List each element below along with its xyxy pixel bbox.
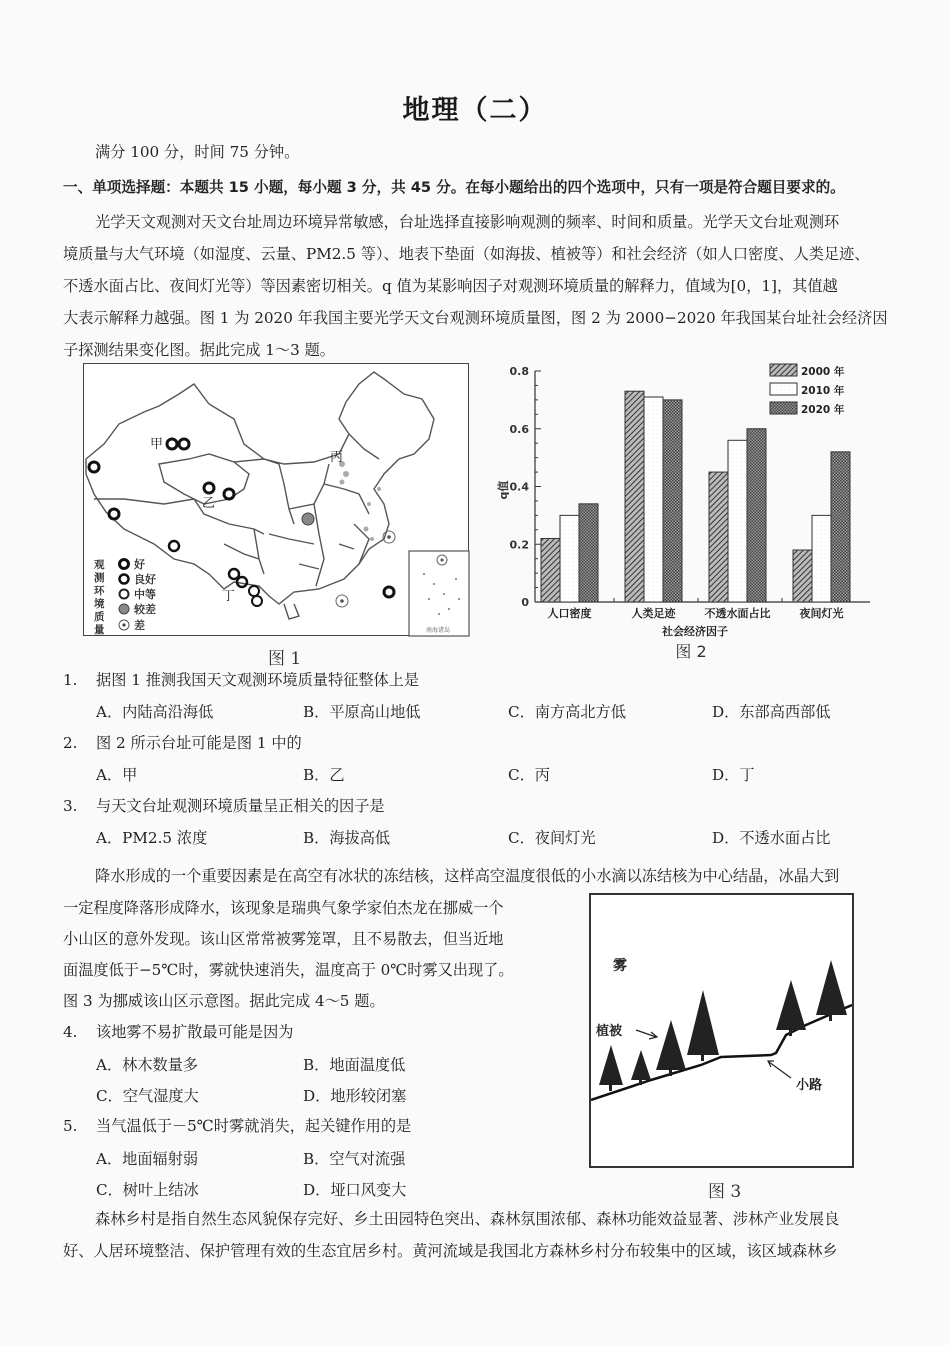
option-b[interactable]: B．海拔高低: [303, 829, 391, 847]
passage-line: 大表示解释力越强。图 1 为 2020 年我国主要光学天文台观测环境质量图，图 2 为 2000−2020 年我国某台址社会经济因: [63, 309, 888, 327]
figure-3-illustration: [589, 893, 854, 1168]
question-stem: 图 2 所示台址可能是图 1 中的: [96, 734, 302, 752]
option-d[interactable]: D．不透水面占比: [712, 829, 831, 847]
option-d[interactable]: D．地形较闭塞: [303, 1087, 407, 1105]
bar: [541, 538, 560, 602]
legend-label: 2020 年: [801, 404, 845, 416]
x-category-label: 夜间灯光: [799, 607, 844, 620]
passage-line: 不透水面占比、夜间灯光等）等因素密切相关。q 值为某影响因子对观测环境质量的解释力，值域为[0，1]，其值越: [63, 277, 838, 295]
svg-text:中等: 中等: [134, 588, 156, 601]
question-stem: 该地雾不易扩散最可能是因为: [96, 1023, 294, 1041]
arrow-icon: [769, 1062, 791, 1078]
ring-thick-icon: [120, 560, 129, 569]
figure-2-chart: [495, 360, 875, 660]
tree-icons: [599, 960, 847, 1091]
bar: [625, 391, 644, 602]
y-tick-label: 0.6: [509, 422, 529, 436]
option-a[interactable]: A．PM2.5 浓度: [96, 829, 208, 847]
y-tick-label: 0.2: [509, 538, 529, 552]
option-d[interactable]: D．垭口风变大: [303, 1181, 407, 1199]
svg-text:好: 好: [134, 558, 145, 571]
site-label-ding: 丁: [222, 589, 236, 604]
option-c[interactable]: C．南方高北方低: [508, 703, 626, 721]
option-a[interactable]: A．地面辐射弱: [96, 1150, 199, 1168]
option-a[interactable]: A．甲: [96, 766, 138, 784]
path-label: 小路: [796, 1078, 823, 1093]
bar: [747, 429, 766, 602]
mountain-scene: [591, 895, 852, 1166]
figure-2-caption: 图 2: [675, 642, 707, 660]
bar: [579, 504, 598, 602]
question-stem: 与天文台址观测环境质量呈正相关的因子是: [96, 797, 385, 815]
site-label-bing: 丙: [330, 450, 344, 465]
legend-swatch: [770, 383, 797, 395]
passage-line: 小山区的意外发现。该山区常常被雾笼罩，且不易散去，但当近地: [63, 930, 504, 948]
page-title: 地理（二）: [402, 95, 548, 126]
figure-1-caption: 图 1: [268, 649, 302, 669]
passage-line: 面温度低于−5℃时，雾就快速消失，温度高于 0℃时雾又出现了。: [63, 961, 514, 979]
option-c[interactable]: C．夜间灯光: [508, 829, 596, 847]
figure-1-map: [83, 363, 469, 636]
passage-line: 好、人居环境整洁、保护管理有效的生态宜居乡村。黄河流域是我国北方森林乡村分布较集中的区域，该区域森林乡: [63, 1242, 838, 1260]
legend-title: 观测环境质量: [94, 559, 105, 636]
bar: [728, 440, 747, 602]
option-b[interactable]: B．地面温度低: [303, 1056, 406, 1074]
legend-swatch: [770, 364, 797, 376]
ring-medium-icon: [120, 575, 129, 584]
passage-line: 一定程度降落形成降水，该现象是瑞典气象学家伯杰龙在挪威一个: [63, 899, 504, 917]
exam-info: 满分 100 分，时间 75 分钟。: [95, 143, 300, 161]
figure-3-caption: 图 3: [708, 1182, 742, 1202]
question-stem: 据图 1 推测我国天文观测环境质量特征整体上是: [96, 671, 420, 689]
svg-text:差: 差: [134, 619, 145, 632]
fog-label: 雾: [613, 958, 627, 974]
bar: [644, 397, 663, 602]
y-tick-label: 0: [521, 596, 529, 609]
bar: [663, 400, 682, 602]
map-legend: [94, 557, 156, 636]
option-b[interactable]: B．空气对流强: [303, 1150, 406, 1168]
option-a[interactable]: A．林木数量多: [96, 1056, 199, 1074]
legend-label: 2000 年: [801, 366, 845, 378]
legend-swatch: [770, 402, 797, 414]
y-tick-label: 0.4: [509, 480, 529, 494]
china-map-illustration: [84, 364, 470, 637]
question-stem: 当气温低于－5℃时雾就消失，起关键作用的是: [96, 1117, 412, 1135]
passage-line: 境质量与大气环境（如湿度、云量、PM2.5 等）、地表下垫面（如海拔、植被等）和社会经济（如人口密度、人类足迹、: [63, 245, 870, 263]
bar: [812, 515, 831, 602]
bar-chart: [495, 360, 875, 660]
vegetation-label: 植被: [596, 1024, 623, 1039]
ring-dotted-icon: [120, 590, 129, 599]
bar: [831, 452, 850, 602]
exam-page: 地理（二） 满分 100 分，时间 75 分钟。 一、单项选择题：本题共 15 小题，每小题 3 分，共 45 分。在每小题给出的四个选项中，只有一项是符合题目要求的。 光学天文观测对天文台址周边环境异常敏感，台址选择直接影响观测的频率、时间和质量。光学天文台址观测环 境质量与大气环境（如湿度、云量、PM2.5 等）、地表下垫面（如海拔、植被等）和社会经济（如人口密度、人类足迹、 不透水面占比、夜间灯光等）等因素密切相关。q 值为某影响因子对观测环境质量的解释力，值域为[0，1]，其值越 大表示解释力越强。图 1 为 2020 年我国主要光学天文台观测环境质量图，图 2 为 2000−2020 年我国某台址社会经济因 子探测结果变化图。据此完成 1～3 题。 南海诸岛 甲 乙 丙 丁 观测环境质量 好 良好 中等 较差 差 图 1 0 0.2 0.4 0.6 0.8 q值 人口密度 人类足迹 不透水面占比 夜间灯光 社会经济因子 图 2 2000 年 2010 年 2020 年 1. 据图 1 推测我国天文观测环境质量特征整体上是 A．内陆高沿海低 B．平原高山地低 C．南方高北方低 D．东部高西部低 2. 图 2 所示台址可能是图 1 中的 A．甲 B．乙 C．丙 D．丁 3. 与天文台址观测环境质量呈正相关的因子是 A．PM2.5 浓度 B．海拔高低 C．夜间灯光 D．不透水面占比 降水形成的一个重要因素是在高空有冰状的冻结核，这样高空温度很低的小水滴以冻结核为中心结晶，冰晶大到 一定程度降落形成降水，该现象是瑞典气象学家伯杰龙在挪威一个 小山区的意外发现。该山区常常被雾笼罩，且不易散去，但当近地 面温度低于−5℃时，雾就快速消失，温度高于 0℃时雾又出现了。 图 3 为挪威该山区示意图。据此完成 4～5 题。 4. 该地雾不易扩散最可能是因为 A．林木数量多 B．地面温度低 C．空气湿度大 D．地形较闭塞 5. 当气温低于－5℃时雾就消失，起关键作用的是 A．地面辐射弱 B．空气对流强 C．树叶上结冰 D．垭口风变大 雾 植被 小路 图 3 森林乡村是指自然生态风貌保存完好、乡土田园特色突出、森林氛围浓郁、森林功能效益显著、涉林产业发展良 好、人居环境整洁、保护管理有效的生态宜居乡村。黄河流域是我国北方森林乡村分布较集中的区域，该区域森林乡: [0, 0, 950, 1345]
x-axis-label: 社会经济因子: [662, 625, 728, 638]
passage-line: 森林乡村是指自然生态风貌保存完好、乡土田园特色突出、森林氛围浓郁、森林功能效益显著、涉林产业发展良: [95, 1210, 840, 1228]
passage-line: 光学天文观测对天文台址周边环境异常敏感，台址选择直接影响观测的频率、时间和质量。光学天文台址观测环: [95, 213, 840, 231]
x-category-label: 不透水面占比: [704, 607, 771, 620]
filled-dot-icon: [119, 604, 129, 614]
option-b[interactable]: B．乙: [303, 766, 345, 784]
legend-label: 2010 年: [801, 385, 845, 397]
bar: [709, 472, 728, 602]
bar: [560, 515, 579, 602]
svg-text:良好: 良好: [134, 573, 156, 586]
bar: [793, 550, 812, 602]
inset-label: 南海诸岛: [426, 627, 451, 634]
y-tick-label: 0.8: [509, 365, 529, 378]
option-c[interactable]: C．空气湿度大: [96, 1087, 199, 1105]
option-d[interactable]: D．东部高西部低: [712, 703, 831, 721]
svg-text:较差: 较差: [134, 603, 156, 616]
passage-line: 子探测结果变化图。据此完成 1～3 题。: [63, 341, 335, 359]
passage-line: 降水形成的一个重要因素是在高空有冰状的冻结核，这样高空温度很低的小水滴以冻结核为中心结晶，冰晶大到: [95, 867, 840, 885]
option-b[interactable]: B．平原高山地低: [303, 703, 421, 721]
section-heading: 一、单项选择题：本题共 15 小题，每小题 3 分，共 45 分。在每小题给出的四个选项中，只有一项是符合题目要求的。: [63, 179, 845, 196]
site-label-jia: 甲: [150, 437, 164, 452]
option-c[interactable]: C．丙: [508, 766, 550, 784]
x-category-label: 人口密度: [547, 607, 592, 620]
y-axis-label: q值: [497, 480, 510, 500]
x-category-label: 人类足迹: [631, 607, 676, 620]
site-label-yi: 乙: [202, 496, 216, 511]
option-a[interactable]: A．内陆高沿海低: [96, 703, 214, 721]
option-d[interactable]: D．丁: [712, 766, 755, 784]
passage-line: 图 3 为挪威该山区示意图。据此完成 4～5 题。: [63, 992, 385, 1010]
option-c[interactable]: C．树叶上结冰: [96, 1181, 199, 1199]
